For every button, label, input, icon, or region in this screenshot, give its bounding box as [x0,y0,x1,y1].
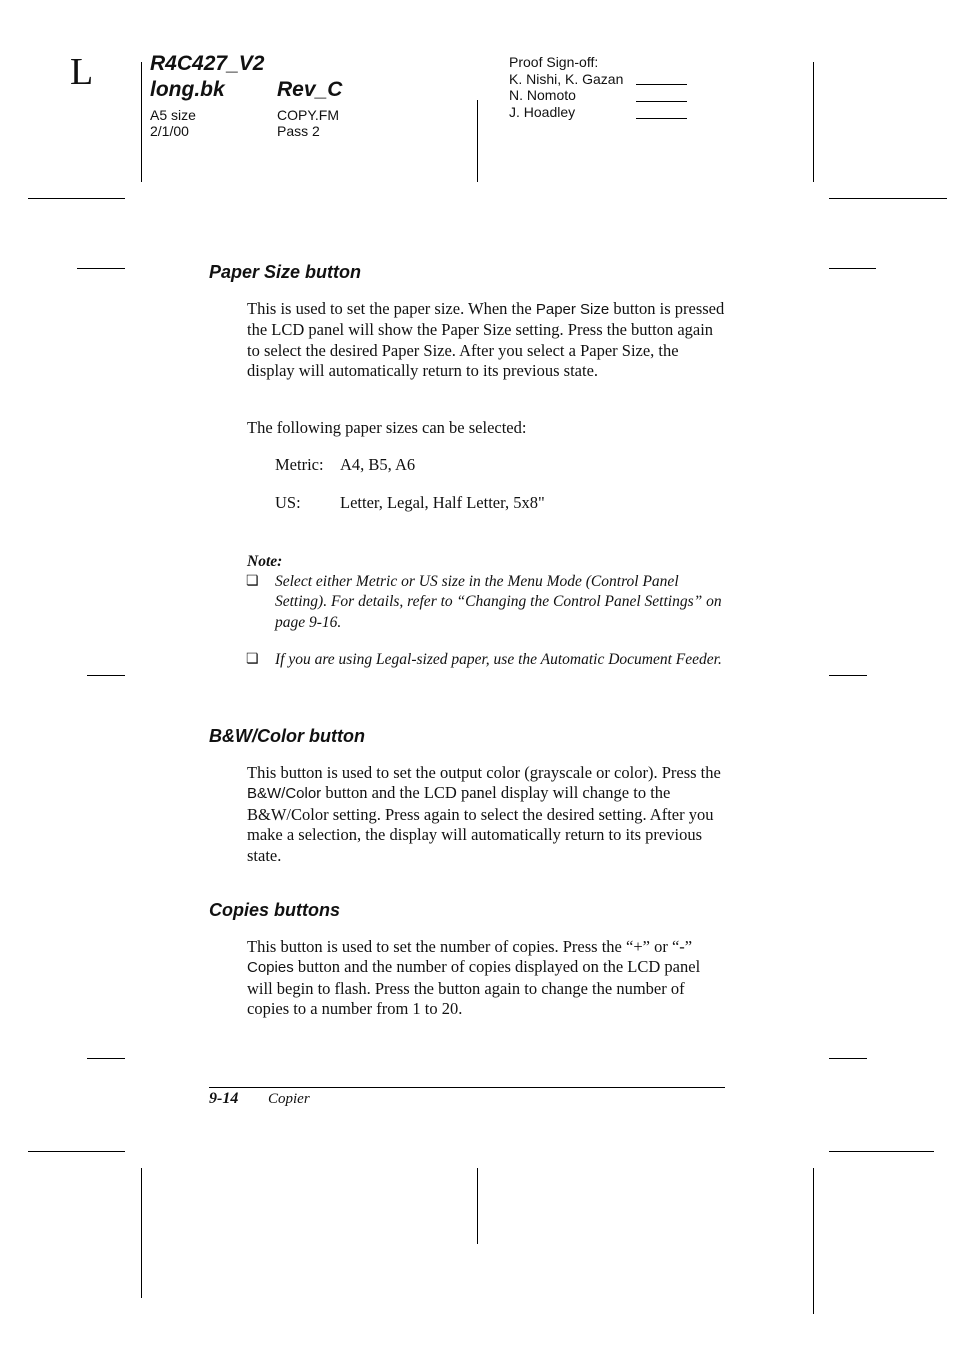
crop-mark [77,268,125,269]
signoff-blank [636,84,687,85]
note-label: Note: [247,553,283,570]
signoff-name: J. Hoadley [509,104,576,120]
copies-paragraph: This button is used to set the number of copies. Press the “+” or “-” Copies button and the number of copies displayed on the LCD panel will begin to flash. Press the button again to change the number of copies to a number from 1 to 20. [247,937,701,1019]
date: 2/1/00 [150,123,189,139]
crop-mark [87,1058,125,1059]
page-number: 9-14 [209,1090,239,1107]
book-name: long.bk [150,78,225,101]
metric-value: A4, B5, A6 [340,455,416,474]
crop-mark [477,100,478,182]
signoff-name: K. Nishi, K. Gazan [509,71,624,87]
page-size: A5 size [150,107,196,123]
copies-button-name: Copies [247,959,294,977]
crop-mark [829,198,947,199]
bullet-icon: ❏ [246,574,259,589]
note-item: Select either Metric or US size in the Menu Mode (Control Panel Setting). For details, refer to “Changing the Control Panel Settings” on page 9-16. [275,573,722,631]
signoff-blank [636,101,687,102]
signoff-blank [636,118,687,119]
section-heading-bw-color: B&W/Color button [209,726,365,746]
bw-color-button-name: B&W/Color [247,785,322,803]
crop-mark [141,1168,142,1298]
us-value: Letter, Legal, Half Letter, 5x8" [340,493,545,512]
job-code: R4C427_V2 [150,52,265,75]
metric-label: Metric: [275,455,324,474]
file-name: COPY.FM [277,107,339,123]
crop-mark [87,675,125,676]
crop-mark [829,675,867,676]
bullet-icon: ❏ [246,652,259,667]
crop-mark [477,1168,478,1244]
paper-size-paragraph: This is used to set the paper size. When the Paper Size button is pressed the LCD panel will show the Paper Size setting. Press the button again to select the desired Paper Size. After you select a Paper Size, the display will automatically return to its previous state. [247,299,725,381]
crop-mark [829,1151,934,1152]
us-label: US: [275,493,301,512]
crop-mark [829,268,876,269]
crop-mark [813,1168,814,1314]
crop-mark [829,1058,867,1059]
section-heading-paper-size: Paper Size button [209,262,362,282]
signoff-name: N. Nomoto [509,87,576,103]
crop-mark [813,62,814,182]
crop-mark [28,198,125,199]
bw-color-paragraph: This button is used to set the output color (grayscale or color). Press the B&W/Color button and the LCD panel display will change to the B&W/Color setting. Press again to select the desired setting. After you make a selection, the display will automatically return to its previous state. [247,763,721,865]
signoff-title: Proof Sign-off: [509,54,599,70]
revision: Rev_C [277,78,343,101]
footer-rule [209,1087,725,1088]
crop-mark [28,1151,125,1152]
note-item: If you are using Legal-sized paper, use the Automatic Document Feeder. [275,651,722,668]
crop-mark [141,62,142,182]
section-heading-copies: Copies buttons [209,900,340,920]
left-page-mark: L [70,51,94,93]
paper-sizes-intro: The following paper sizes can be selected: [247,418,527,437]
paper-size-button-name: Paper Size [535,301,610,318]
pass: Pass 2 [277,123,320,139]
chapter-name: Copier [268,1091,310,1107]
